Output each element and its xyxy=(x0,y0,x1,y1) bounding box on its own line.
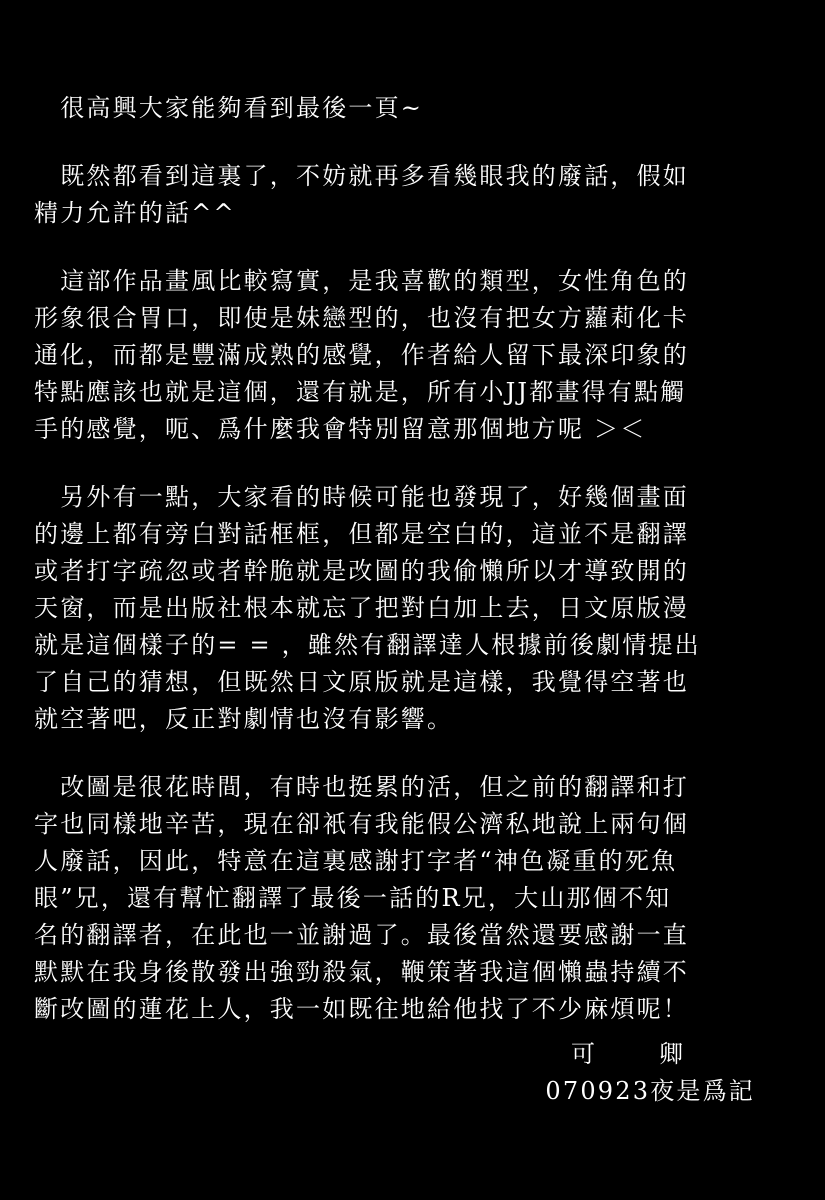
text-line: 人廢話，因此，特意在這裏感謝打字者“神色凝重的死魚 xyxy=(34,847,678,875)
text-line: 形象很合胃口，即使是妹戀型的，也沒有把女方蘿莉化卡 xyxy=(34,304,689,332)
text-line: 字也同樣地辛苦，現在卻衹有我能假公濟私地說上兩句個 xyxy=(34,810,689,838)
paragraph xyxy=(34,158,774,232)
text-line: 手的感覺，呃、爲什麼我會特別留意那個地方呢 ＞＜ xyxy=(34,415,647,443)
text-line: 斷改圖的蓮花上人，我一如既往地給他找了不少麻煩呢！ xyxy=(34,995,689,1023)
text-line: 既然都看到這裏了，不妨就再多看幾眼我的廢話，假如 xyxy=(34,162,689,190)
paragraph xyxy=(34,263,774,448)
paragraph xyxy=(34,479,774,738)
text-line: 了自己的猜想，但既然日文原版就是這樣，我覺得空著也 xyxy=(34,668,689,696)
text-line: 很高興大家能夠看到最後一頁~ xyxy=(34,94,424,122)
paragraph xyxy=(34,90,774,127)
text-line: 改圖是很花時間，有時也挺累的活，但之前的翻譯和打 xyxy=(34,773,689,801)
text-line: 或者打字疏忽或者幹脆就是改圖的我偷懶所以才導致開的 xyxy=(34,557,689,585)
paragraph xyxy=(34,769,774,1028)
text-line: 就空著吧，反正對劇情也沒有影響。 xyxy=(34,705,454,733)
signature-name: 可 卿 xyxy=(571,1040,703,1068)
signature-date: 070923夜是爲記 xyxy=(545,1077,755,1105)
text-line: 就是這個樣子的= = ，雖然有翻譯達人根據前後劇情提出 xyxy=(34,631,701,659)
afterword-text xyxy=(34,90,774,1059)
text-line: 眼”兄，還有幫忙翻譯了最後一話的R兄，大山那個不知 xyxy=(34,884,672,912)
text-line: 天窗，而是出版社根本就忘了把對白加上去，日文原版漫 xyxy=(34,594,689,622)
text-line: 默默在我身後散發出強勁殺氣，鞭策著我這個懶蟲持續不 xyxy=(34,958,689,986)
signature-block xyxy=(545,1036,755,1110)
text-line: 的邊上都有旁白對話框框，但都是空白的，這並不是翻譯 xyxy=(34,520,689,548)
text-line: 另外有一點，大家看的時候可能也發現了，好幾個畫面 xyxy=(34,483,689,511)
text-line: 這部作品畫風比較寫實，是我喜歡的類型，女性角色的 xyxy=(34,267,689,295)
text-line: 通化，而都是豐滿成熟的感覺，作者給人留下最深印象的 xyxy=(34,341,689,369)
text-line: 精力允許的話^^ xyxy=(34,199,236,227)
text-line: 特點應該也就是這個，還有就是，所有小JJ都畫得有點觸 xyxy=(34,378,687,406)
text-line: 名的翻譯者，在此也一並謝過了。最後當然還要感謝一直 xyxy=(34,921,689,949)
